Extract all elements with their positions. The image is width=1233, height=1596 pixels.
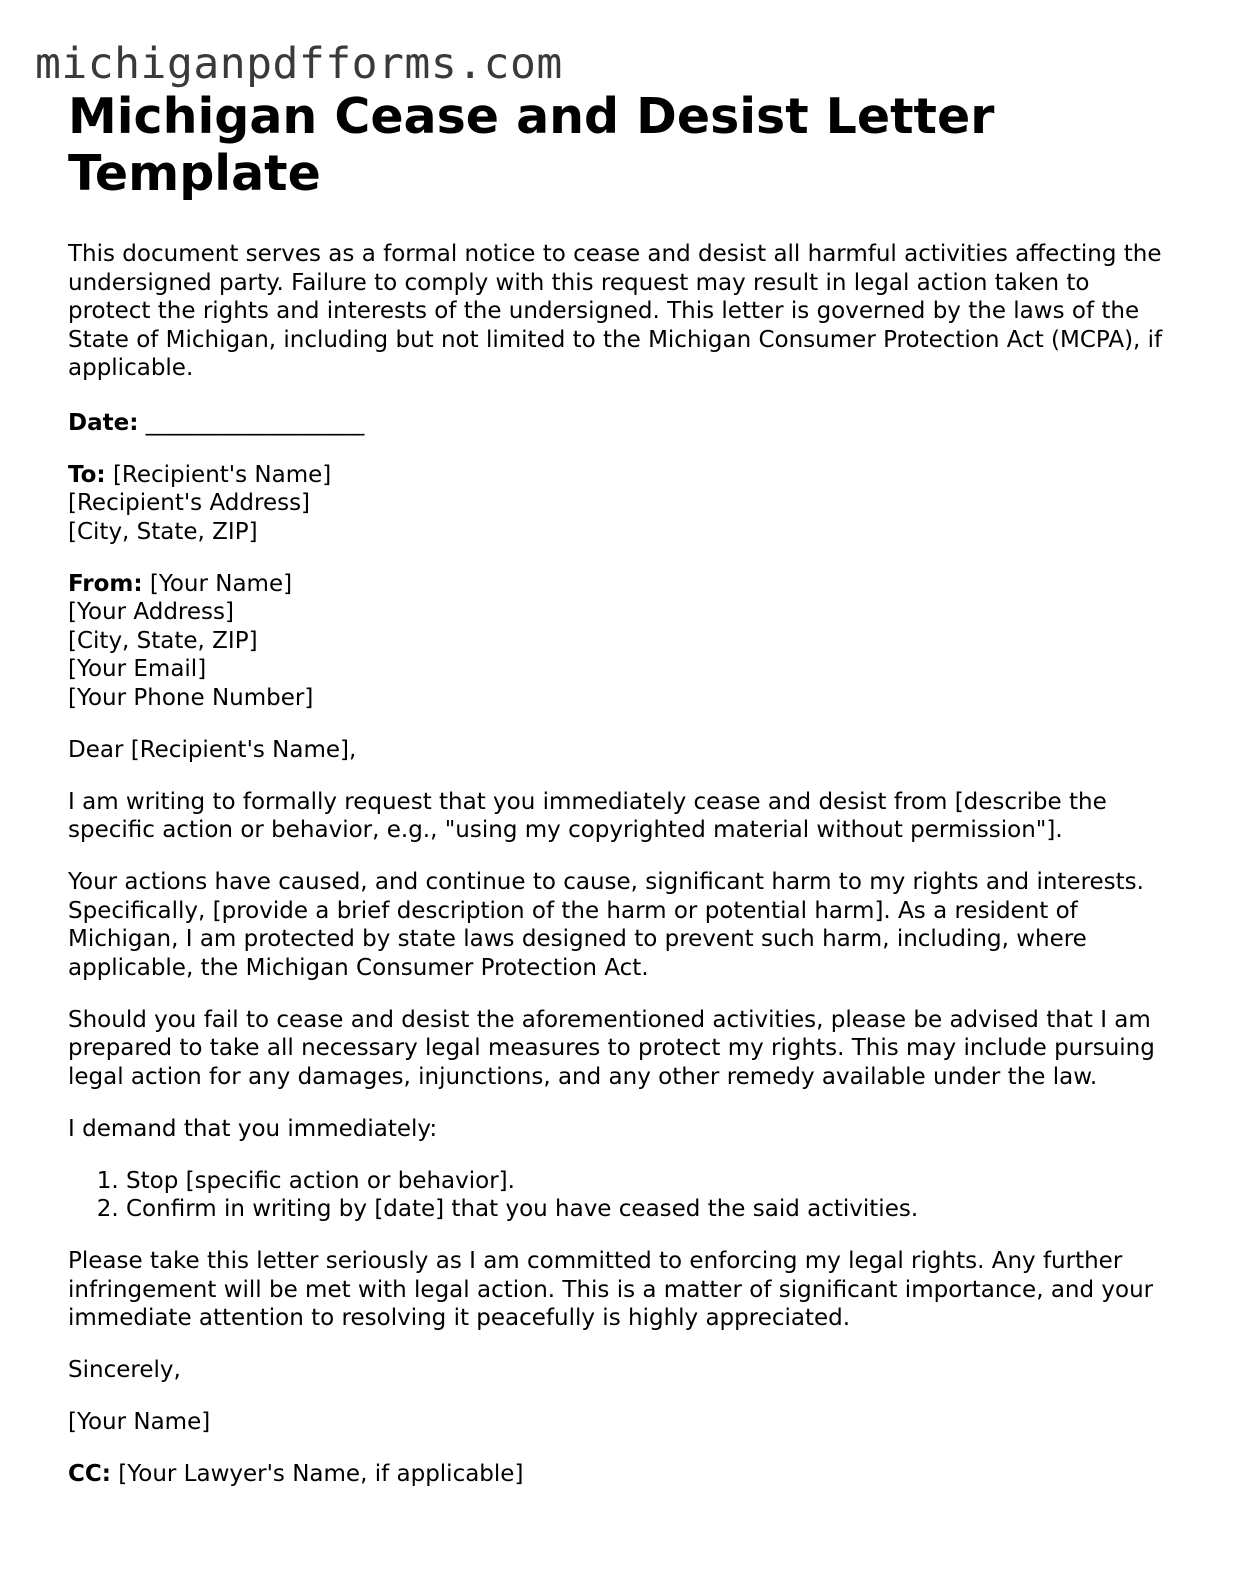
cc-line [68, 1460, 1168, 1489]
closing-paragraph: Please take this letter seriously as I am committed to enforcing my legal rights. Any further infringement will be met with legal action. This is a matter of significant importance, and your immediate attention to resolving it peacefully is highly appreciated. [68, 1248, 1154, 1331]
demand-intro: I demand that you immediately: [68, 1115, 438, 1142]
to-label: To: [68, 461, 106, 488]
body-paragraph-1: I am writing to formally request that you immediately cease and desist from [describe the specific action or behavior, e.g., "using my copyrighted material without permission"]. [68, 788, 1107, 843]
to-address: [Recipient's Address] [68, 490, 311, 516]
demand-item: 2. Confirm in writing by [date] that you have ceased the said activities. [126, 1195, 1168, 1224]
sign-off: Sincerely, [68, 1357, 181, 1383]
demand-item: 1. Stop [specific action or behavior]. [126, 1167, 1168, 1196]
signature-name: [Your Name] [68, 1409, 211, 1435]
cc-value: [Your Lawyer's Name, if applicable] [118, 1461, 524, 1487]
salutation: Dear [Recipient's Name], [68, 736, 357, 763]
from-label: From: [68, 570, 143, 597]
from-city: [City, State, ZIP] [68, 627, 258, 654]
demands-list [68, 1167, 1168, 1224]
from-name: [Your Name] [149, 570, 293, 597]
title-line-1: Michigan Cease and Desist Letter [68, 88, 995, 145]
to-name-line [68, 461, 1168, 490]
to-block [68, 461, 1168, 547]
from-phone: [Your Phone Number] [68, 684, 314, 711]
to-city: [City, State, ZIP] [68, 518, 258, 545]
site-watermark: michiganpdfforms.com [35, 39, 563, 89]
cc-label: CC: [68, 1461, 111, 1487]
body-paragraph-2: Your actions have caused, and continue to cause, significant harm to my rights and interests. Specifically, [provide a brief description of the harm or potential harm]. As a resident of Michigan, I am protected by state laws designed to prevent such harm, including, where applicable, the Michigan Consumer Protection Act. [68, 869, 1144, 981]
date-label: Date: [68, 409, 139, 436]
title-line-2: Template [68, 145, 321, 202]
date-line [68, 409, 1168, 438]
body-paragraph-3: Should you fail to cease and desist the aforementioned activities, please be advised that I am prepared to take all necessary legal measures to protect my rights. This may include pursuing legal action for any damages, injunctions, and any other remedy available under the law. [68, 1006, 1155, 1090]
date-blank: ___________________ [145, 409, 365, 436]
to-name: [Recipient's Name] [112, 461, 332, 488]
from-name-line [68, 570, 1168, 599]
letter-document [68, 88, 1168, 1489]
from-address: [Your Address] [68, 599, 234, 625]
intro-paragraph: This document serves as a formal notice to cease and desist all harmful activities affecting the undersigned party. Failure to comply with this request may result in legal action taken to protect the rights and interests of the undersigned. This letter is governed by the laws of the State of Michigan, including but not limited to the Michigan Consumer Protection Act (MCPA), if applicable. [68, 241, 1163, 381]
page-title [68, 88, 1168, 202]
from-block [68, 570, 1168, 713]
from-email: [Your Email] [68, 656, 207, 682]
